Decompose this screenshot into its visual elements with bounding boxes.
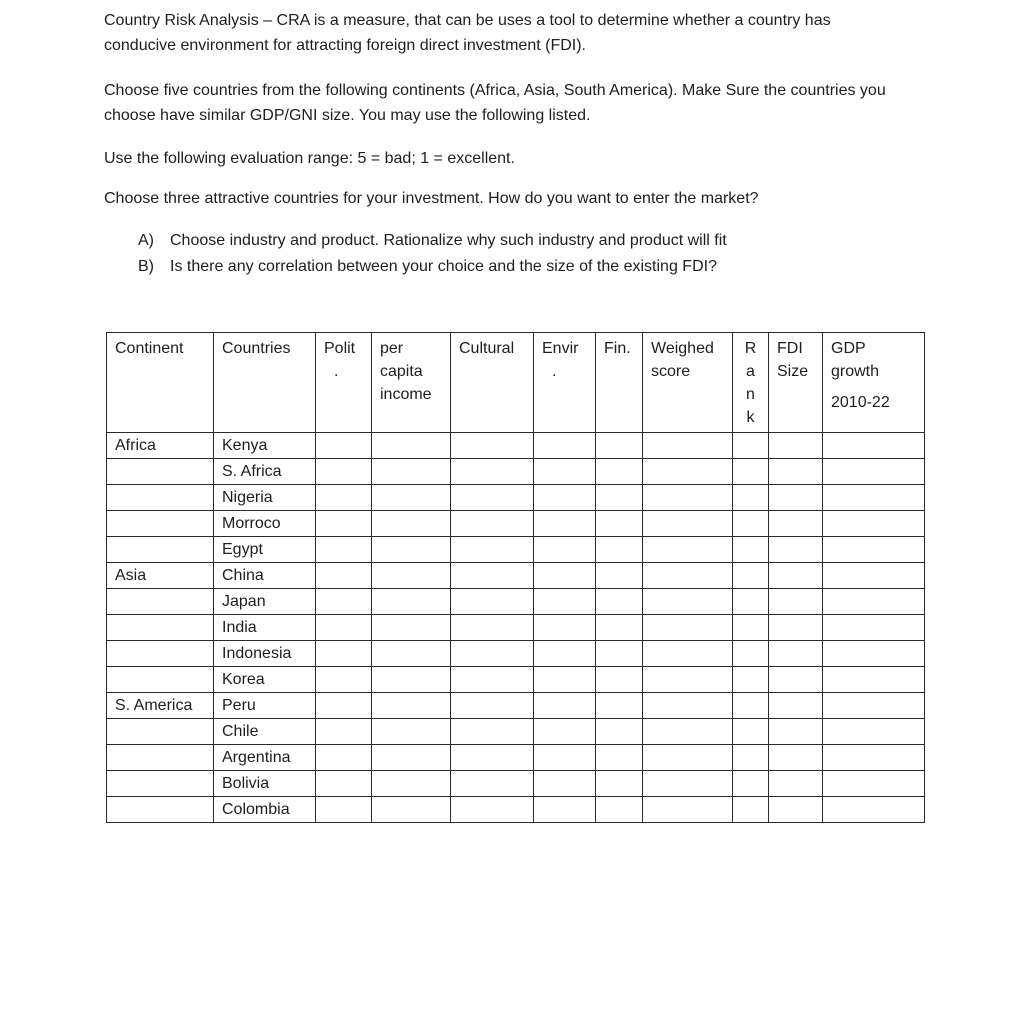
weighed-score-cell[interactable] <box>643 615 733 641</box>
envir-cell[interactable] <box>534 797 596 823</box>
table-row <box>107 693 925 719</box>
weighed-score-cell[interactable] <box>643 719 733 745</box>
weighed-score-cell[interactable] <box>643 459 733 485</box>
fdi-size-cell[interactable] <box>769 485 823 511</box>
country-cell: Argentina <box>214 745 316 771</box>
country-risk-table <box>106 332 925 823</box>
polit-cell[interactable] <box>316 797 372 823</box>
per-capita-income-cell[interactable] <box>372 433 451 459</box>
polit-cell[interactable] <box>316 771 372 797</box>
gdp-growth-cell[interactable] <box>823 693 925 719</box>
polit-cell[interactable] <box>316 589 372 615</box>
header-polit: Polit . <box>316 333 372 433</box>
fin-cell[interactable] <box>596 511 643 537</box>
table-header-row <box>107 333 925 433</box>
continent-cell: Africa <box>107 433 214 459</box>
country-cell: Japan <box>214 589 316 615</box>
per-capita-income-cell[interactable] <box>372 511 451 537</box>
fdi-size-cell[interactable] <box>769 563 823 589</box>
weighed-score-cell[interactable] <box>643 745 733 771</box>
rank-cell[interactable] <box>733 797 769 823</box>
country-cell: Chile <box>214 719 316 745</box>
per-capita-income-cell[interactable] <box>372 485 451 511</box>
header-countries: Countries <box>214 333 316 433</box>
table-row <box>107 797 925 823</box>
rank-cell[interactable] <box>733 615 769 641</box>
per-capita-income-cell[interactable] <box>372 615 451 641</box>
cultural-cell[interactable] <box>451 511 534 537</box>
fdi-size-cell[interactable] <box>769 537 823 563</box>
rank-cell[interactable] <box>733 563 769 589</box>
continent-cell <box>107 667 214 693</box>
per-capita-income-cell[interactable] <box>372 745 451 771</box>
envir-cell[interactable] <box>534 641 596 667</box>
polit-cell[interactable] <box>316 511 372 537</box>
cultural-cell[interactable] <box>451 667 534 693</box>
fin-cell[interactable] <box>596 459 643 485</box>
envir-cell[interactable] <box>534 589 596 615</box>
gdp-growth-cell[interactable] <box>823 719 925 745</box>
continent-cell <box>107 589 214 615</box>
fdi-size-cell[interactable] <box>769 693 823 719</box>
per-capita-income-cell[interactable] <box>372 667 451 693</box>
fin-cell[interactable] <box>596 693 643 719</box>
weighed-score-cell[interactable] <box>643 433 733 459</box>
gdp-growth-cell[interactable] <box>823 745 925 771</box>
header-per-capita-income: per capita income <box>372 333 451 433</box>
country-cell: Indonesia <box>214 641 316 667</box>
gdp-growth-cell[interactable] <box>823 667 925 693</box>
gdp-growth-cell[interactable] <box>823 563 925 589</box>
table-row <box>107 563 925 589</box>
gdp-growth-cell[interactable] <box>823 771 925 797</box>
rank-cell[interactable] <box>733 433 769 459</box>
fdi-size-cell[interactable] <box>769 433 823 459</box>
cultural-cell[interactable] <box>451 641 534 667</box>
gdp-growth-cell[interactable] <box>823 797 925 823</box>
continent-cell <box>107 797 214 823</box>
intro-paragraph-attractive-countries: Choose three attractive countries for your investment. How do you want to enter the market? <box>104 190 759 207</box>
per-capita-income-cell[interactable] <box>372 693 451 719</box>
cultural-cell[interactable] <box>451 537 534 563</box>
gdp-growth-cell[interactable] <box>823 615 925 641</box>
country-cell: S. Africa <box>214 459 316 485</box>
header-fdi-size: FDI Size <box>769 333 823 433</box>
intro-paragraph-choose-countries: Choose five countries from the following continents (Africa, Asia, South America). Make Sure the countries you choose have similar GDP/GNI size. You may use the following listed. <box>104 82 886 124</box>
cultural-cell[interactable] <box>451 797 534 823</box>
country-cell: Egypt <box>214 537 316 563</box>
table-row <box>107 745 925 771</box>
rank-cell[interactable] <box>733 485 769 511</box>
question-list <box>138 228 898 280</box>
continent-cell <box>107 719 214 745</box>
polit-cell[interactable] <box>316 693 372 719</box>
country-cell: India <box>214 615 316 641</box>
rank-cell[interactable] <box>733 771 769 797</box>
table-row <box>107 615 925 641</box>
question-text: Choose industry and product. Rationalize why such industry and product will fit <box>170 232 727 249</box>
intro-paragraph-evaluation-range: Use the following evaluation range: 5 = bad; 1 = excellent. <box>104 150 515 167</box>
table-row <box>107 667 925 693</box>
polit-cell[interactable] <box>316 433 372 459</box>
fdi-size-cell[interactable] <box>769 459 823 485</box>
header-envir: Envir . <box>534 333 596 433</box>
fdi-size-cell[interactable] <box>769 641 823 667</box>
cultural-cell[interactable] <box>451 563 534 589</box>
header-continent: Continent <box>107 333 214 433</box>
fdi-size-cell[interactable] <box>769 745 823 771</box>
polit-cell[interactable] <box>316 667 372 693</box>
country-cell: Colombia <box>214 797 316 823</box>
country-cell: Bolivia <box>214 771 316 797</box>
country-cell: Peru <box>214 693 316 719</box>
country-cell: Morroco <box>214 511 316 537</box>
per-capita-income-cell[interactable] <box>372 771 451 797</box>
weighed-score-cell[interactable] <box>643 589 733 615</box>
continent-cell <box>107 459 214 485</box>
fdi-size-cell[interactable] <box>769 511 823 537</box>
weighed-score-cell[interactable] <box>643 693 733 719</box>
per-capita-income-cell[interactable] <box>372 797 451 823</box>
fdi-size-cell[interactable] <box>769 615 823 641</box>
gdp-growth-cell[interactable] <box>823 485 925 511</box>
continent-cell <box>107 771 214 797</box>
gdp-growth-cell[interactable] <box>823 641 925 667</box>
weighed-score-cell[interactable] <box>643 563 733 589</box>
polit-cell[interactable] <box>316 563 372 589</box>
question-marker: B) <box>138 258 154 275</box>
cultural-cell[interactable] <box>451 745 534 771</box>
gdp-growth-cell[interactable] <box>823 537 925 563</box>
envir-cell[interactable] <box>534 485 596 511</box>
envir-cell[interactable] <box>534 719 596 745</box>
polit-cell[interactable] <box>316 485 372 511</box>
fin-cell[interactable] <box>596 797 643 823</box>
envir-cell[interactable] <box>534 511 596 537</box>
question-a <box>138 228 898 254</box>
gdp-growth-cell[interactable] <box>823 433 925 459</box>
rank-cell[interactable] <box>733 537 769 563</box>
country-cell: Nigeria <box>214 485 316 511</box>
table-row <box>107 641 925 667</box>
continent-cell: Asia <box>107 563 214 589</box>
weighed-score-cell[interactable] <box>643 641 733 667</box>
fin-cell[interactable] <box>596 485 643 511</box>
per-capita-income-cell[interactable] <box>372 563 451 589</box>
cultural-cell[interactable] <box>451 485 534 511</box>
polit-cell[interactable] <box>316 641 372 667</box>
cultural-cell[interactable] <box>451 719 534 745</box>
country-cell: Kenya <box>214 433 316 459</box>
header-weighed-score: Weighed score <box>643 333 733 433</box>
weighed-score-cell[interactable] <box>643 485 733 511</box>
polit-cell[interactable] <box>316 459 372 485</box>
table-row <box>107 589 925 615</box>
country-cell: Korea <box>214 667 316 693</box>
fin-cell[interactable] <box>596 771 643 797</box>
envir-cell[interactable] <box>534 771 596 797</box>
fdi-size-cell[interactable] <box>769 797 823 823</box>
weighed-score-cell[interactable] <box>643 667 733 693</box>
cultural-cell[interactable] <box>451 433 534 459</box>
intro-paragraph-cra: Country Risk Analysis – CRA is a measure, that can be uses a tool to determine whether a country has conducive environment for attracting foreign direct investment (FDI). <box>104 12 831 54</box>
table-row <box>107 771 925 797</box>
cultural-cell[interactable] <box>451 771 534 797</box>
continent-cell <box>107 745 214 771</box>
table-row <box>107 537 925 563</box>
header-fin: Fin. <box>596 333 643 433</box>
rank-cell[interactable] <box>733 745 769 771</box>
envir-cell[interactable] <box>534 563 596 589</box>
envir-cell[interactable] <box>534 459 596 485</box>
header-cultural: Cultural <box>451 333 534 433</box>
gdp-growth-cell[interactable] <box>823 589 925 615</box>
weighed-score-cell[interactable] <box>643 511 733 537</box>
rank-cell[interactable] <box>733 589 769 615</box>
question-marker: A) <box>138 232 154 249</box>
cultural-cell[interactable] <box>451 459 534 485</box>
question-text: Is there any correlation between your choice and the size of the existing FDI? <box>170 258 717 275</box>
envir-cell[interactable] <box>534 433 596 459</box>
table-row <box>107 459 925 485</box>
rank-cell[interactable] <box>733 641 769 667</box>
weighed-score-cell[interactable] <box>643 797 733 823</box>
fdi-size-cell[interactable] <box>769 771 823 797</box>
cultural-cell[interactable] <box>451 693 534 719</box>
cultural-cell[interactable] <box>451 589 534 615</box>
gdp-growth-cell[interactable] <box>823 459 925 485</box>
gdp-growth-cell[interactable] <box>823 511 925 537</box>
rank-cell[interactable] <box>733 693 769 719</box>
weighed-score-cell[interactable] <box>643 537 733 563</box>
continent-cell <box>107 537 214 563</box>
continent-cell <box>107 615 214 641</box>
rank-cell[interactable] <box>733 719 769 745</box>
question-b <box>138 254 898 280</box>
continent-cell <box>107 641 214 667</box>
per-capita-income-cell[interactable] <box>372 719 451 745</box>
fdi-size-cell[interactable] <box>769 719 823 745</box>
fin-cell[interactable] <box>596 745 643 771</box>
polit-cell[interactable] <box>316 745 372 771</box>
table-row <box>107 485 925 511</box>
per-capita-income-cell[interactable] <box>372 641 451 667</box>
table-row <box>107 719 925 745</box>
envir-cell[interactable] <box>534 745 596 771</box>
cultural-cell[interactable] <box>451 615 534 641</box>
header-gdp-growth: GDP growth 2010-22 <box>823 333 925 433</box>
polit-cell[interactable] <box>316 537 372 563</box>
rank-cell[interactable] <box>733 667 769 693</box>
per-capita-income-cell[interactable] <box>372 459 451 485</box>
rank-cell[interactable] <box>733 459 769 485</box>
header-rank: R a n k <box>733 333 769 433</box>
fdi-size-cell[interactable] <box>769 589 823 615</box>
continent-cell <box>107 485 214 511</box>
polit-cell[interactable] <box>316 719 372 745</box>
fin-cell[interactable] <box>596 615 643 641</box>
fin-cell[interactable] <box>596 589 643 615</box>
polit-cell[interactable] <box>316 615 372 641</box>
envir-cell[interactable] <box>534 615 596 641</box>
fin-cell[interactable] <box>596 641 643 667</box>
per-capita-income-cell[interactable] <box>372 537 451 563</box>
country-cell: China <box>214 563 316 589</box>
continent-cell: S. America <box>107 693 214 719</box>
table-row <box>107 433 925 459</box>
fin-cell[interactable] <box>596 719 643 745</box>
fin-cell[interactable] <box>596 537 643 563</box>
table-row <box>107 511 925 537</box>
envir-cell[interactable] <box>534 693 596 719</box>
per-capita-income-cell[interactable] <box>372 589 451 615</box>
rank-cell[interactable] <box>733 511 769 537</box>
envir-cell[interactable] <box>534 667 596 693</box>
fdi-size-cell[interactable] <box>769 667 823 693</box>
weighed-score-cell[interactable] <box>643 771 733 797</box>
fin-cell[interactable] <box>596 563 643 589</box>
fin-cell[interactable] <box>596 667 643 693</box>
continent-cell <box>107 511 214 537</box>
fin-cell[interactable] <box>596 433 643 459</box>
envir-cell[interactable] <box>534 537 596 563</box>
